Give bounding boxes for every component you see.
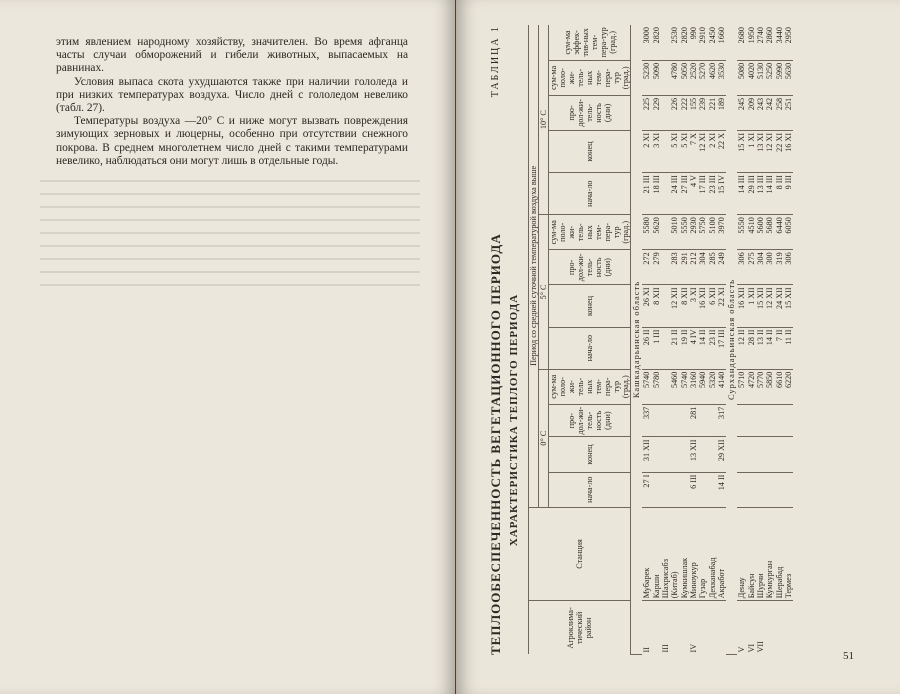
sum-eff-header: сум-ма эффек-тив-ных тем-пера-тур (град.)	[549, 25, 631, 60]
t0-cell	[765, 472, 774, 507]
station-cell: Байсун	[747, 507, 756, 601]
t5-cell: 5550	[679, 215, 688, 250]
t0-cell	[756, 472, 765, 507]
t5-cell: 8 XII	[679, 285, 688, 327]
t0-cell	[747, 437, 756, 472]
t5-cell	[661, 285, 670, 327]
zone-cell	[679, 601, 688, 655]
table-title: ХАРАКТЕРИСТИКА ТЕПЛОГО ПЕРИОДА	[508, 293, 520, 547]
t0-cell	[737, 404, 746, 437]
station-cell: Термез	[784, 507, 793, 601]
station-cell: Кумкурган	[765, 507, 774, 601]
t10-cell: 16 XI	[784, 130, 793, 172]
t10-cell: 2450	[707, 25, 716, 60]
t0-cell: 5780	[652, 369, 661, 404]
zone-cell	[774, 601, 783, 655]
duration-header: про-дол-жи-тель-ность (дни)	[549, 404, 631, 437]
sum-header: сум-ма поло-жи-тель-ных тем-пера-тур (град.)	[549, 60, 631, 95]
t5-cell: 15 XII	[784, 285, 793, 327]
t0-cell	[679, 472, 688, 507]
t0-cell	[652, 472, 661, 507]
table-row	[774, 25, 783, 655]
t5-cell: 3970	[717, 215, 726, 250]
t5-cell: 249	[717, 250, 726, 285]
t10-header: 10° С	[539, 25, 549, 215]
t0-cell	[698, 472, 707, 507]
t5-cell: 11 II	[784, 327, 793, 369]
t10-cell: 18 III	[652, 173, 661, 215]
table-row	[698, 25, 707, 655]
t0-cell	[652, 437, 661, 472]
t5-cell: 5550	[737, 215, 746, 250]
t10-cell: 8 III	[774, 173, 783, 215]
end-header: конец	[549, 285, 631, 327]
t10-cell: 2860	[765, 25, 774, 60]
t10-cell	[661, 60, 670, 95]
t10-cell: 4780	[670, 60, 679, 95]
t10-cell	[661, 25, 670, 60]
t0-cell	[774, 472, 783, 507]
t5-cell: 272	[642, 250, 651, 285]
t10-cell: 5250	[765, 60, 774, 95]
table-row	[679, 25, 688, 655]
t10-cell: 21 III	[642, 173, 651, 215]
t10-cell: 5270	[698, 60, 707, 95]
section-title-text: ТЕПЛООБЕСПЕЧЕННОСТЬ ВЕГЕТАЦИОННОГО ПЕРИОДА	[488, 233, 503, 655]
t10-cell: 5050	[679, 60, 688, 95]
table-row	[707, 25, 716, 655]
t10-cell: 4 V	[689, 173, 698, 215]
t0-cell	[670, 404, 679, 437]
table-row	[765, 25, 774, 655]
start-header: нача-ло	[549, 173, 631, 215]
t10-cell: 5630	[784, 60, 793, 95]
t5-cell: 6050	[784, 215, 793, 250]
t10-cell: 4620	[707, 60, 716, 95]
t10-cell: 222	[679, 95, 688, 130]
t5-cell: 283	[670, 250, 679, 285]
t5-cell: 1 III	[652, 327, 661, 369]
sum-header: сум-ма поло-жи-тель-ных тем-пера-тур (град.)	[549, 369, 631, 404]
t5-cell: 28 II	[747, 327, 756, 369]
t10-cell: 2910	[698, 25, 707, 60]
t10-cell: 226	[670, 95, 679, 130]
t5-cell: 279	[652, 250, 661, 285]
station-header: Станция	[529, 507, 631, 601]
table-row	[642, 25, 651, 655]
t5-cell	[661, 215, 670, 250]
zone-cell	[765, 601, 774, 655]
start-header: нача-ло	[549, 472, 631, 507]
t10-cell: 5 XI	[679, 130, 688, 172]
t5-cell: 13 II	[756, 327, 765, 369]
t10-cell: 5990	[774, 60, 783, 95]
t5-cell: 12 XII	[765, 285, 774, 327]
t5-cell: 8 XII	[652, 285, 661, 327]
t10-cell: 155	[689, 95, 698, 130]
station-cell: Мубарек	[642, 507, 651, 601]
t10-cell: 2820	[652, 25, 661, 60]
t10-cell: 2740	[756, 25, 765, 60]
t10-cell: 14 III	[737, 173, 746, 215]
t10-cell	[661, 95, 670, 130]
t10-cell: 2 XI	[642, 130, 651, 172]
t0-cell: 5320	[707, 369, 716, 404]
duration-header: про-дол-жи-тель-ность (дни)	[549, 95, 631, 130]
t0-cell: 5940	[698, 369, 707, 404]
t0-cell: 4140	[717, 369, 726, 404]
t10-cell: 5130	[756, 60, 765, 95]
t0-cell	[747, 472, 756, 507]
t0-cell	[661, 404, 670, 437]
t10-cell: 7 X	[689, 130, 698, 172]
t5-cell: 21 II	[670, 327, 679, 369]
duration-header: про-дол-жи-тель-ность (дни)	[549, 250, 631, 285]
table-body	[631, 25, 794, 655]
t0-cell	[652, 404, 661, 437]
t10-cell	[661, 130, 670, 172]
zone-cell	[670, 601, 679, 655]
t0-cell	[670, 472, 679, 507]
t0-cell: 5710	[737, 369, 746, 404]
t10-cell: 24 III	[670, 173, 679, 215]
t10-cell: 189	[717, 95, 726, 130]
paragraph: Условия выпаса скота ухудшаются также при наличии гололеда и при низких температурах воздуха. Число дней с гололедом невелико (табл. 27).	[56, 75, 408, 115]
t5-cell: 14 II	[765, 327, 774, 369]
paragraph: Температуры воздуха —20° С и ниже могут вызвать повреждения зимующих зерновых и люцерны, особенно при отсутствии снежного покрова. В среднем многолетнем число дней с такими температурами невелико, наблюдаться они могут лишь в отдельные годы.	[56, 115, 408, 167]
zone-cell: II	[642, 647, 652, 653]
station-cell: Карши	[652, 507, 661, 601]
t5-cell: 4 IV	[689, 327, 698, 369]
zone-cell	[707, 601, 716, 655]
t0-cell	[747, 404, 756, 437]
t5-cell: 19 II	[679, 327, 688, 369]
t5-cell: 6 XII	[707, 285, 716, 327]
t10-cell: 242	[765, 95, 774, 130]
t5-cell: 6440	[774, 215, 783, 250]
t5-cell: 275	[747, 250, 756, 285]
t5-cell: 5100	[707, 215, 716, 250]
t0-cell: 281	[689, 404, 698, 437]
t10-cell	[661, 173, 670, 215]
t10-cell: 229	[652, 95, 661, 130]
t0-cell	[756, 437, 765, 472]
station-cell: Кумкишлак	[679, 507, 688, 601]
page-number: 51	[843, 650, 854, 662]
t10-cell: 1950	[747, 25, 756, 60]
t0-cell: 5850	[765, 369, 774, 404]
t10-cell: 245	[737, 95, 746, 130]
rotated-table-block	[488, 25, 868, 655]
t10-cell: 2 XI	[707, 130, 716, 172]
station-cell: Дехканабад	[707, 507, 716, 601]
t10-cell: 27 III	[679, 173, 688, 215]
t10-cell: 221	[707, 95, 716, 130]
t0-cell	[707, 404, 716, 437]
t0-cell	[765, 404, 774, 437]
t10-cell: 3 XI	[652, 130, 661, 172]
t0-header: 0° С	[539, 369, 549, 507]
t10-cell: 29 III	[747, 173, 756, 215]
climate-table	[528, 25, 793, 655]
t5-cell: 319	[774, 250, 783, 285]
t10-cell: 2530	[670, 25, 679, 60]
t10-cell: 225	[642, 95, 651, 130]
t5-cell: 291	[679, 250, 688, 285]
t0-cell	[661, 437, 670, 472]
t5-cell: 16 XII	[698, 285, 707, 327]
table-row	[747, 25, 756, 655]
t5-cell: 5600	[756, 215, 765, 250]
t5-cell: 15 XII	[756, 285, 765, 327]
t0-cell	[784, 404, 793, 437]
t0-cell: 5740	[642, 369, 651, 404]
t10-cell: 22 X	[717, 130, 726, 172]
t10-cell: 4020	[747, 60, 756, 95]
show-through-texture	[40, 180, 420, 290]
t0-cell	[756, 404, 765, 437]
t0-cell: 14 II	[717, 472, 726, 507]
t5-cell: 16 XII	[737, 285, 746, 327]
t10-cell: 2950	[784, 25, 793, 60]
end-header: конец	[549, 130, 631, 172]
t5-cell: 14 II	[698, 327, 707, 369]
t5-cell: 22 XI	[717, 285, 726, 327]
t5-cell: 23 II	[707, 327, 716, 369]
t5-cell: 5750	[698, 215, 707, 250]
paragraph: этим явлением народному хозяйству, значителен. Во время афганца часты случаи обморожений и гибели животных, выпасаемых на равнинах.	[56, 36, 408, 75]
t5-cell: 26 XI	[642, 285, 651, 327]
t0-cell: 5460	[670, 369, 679, 404]
t10-cell: 209	[747, 95, 756, 130]
t10-cell: 2820	[679, 25, 688, 60]
t10-cell: 2680	[737, 25, 746, 60]
t5-cell: 26 II	[642, 327, 651, 369]
t5-cell: 5580	[642, 215, 651, 250]
t10-cell: 239	[698, 95, 707, 130]
table-row	[756, 25, 765, 655]
t0-cell	[698, 404, 707, 437]
t10-cell: 12 XI	[765, 130, 774, 172]
t10-cell: 990	[689, 25, 698, 60]
t0-cell: 29 XII	[717, 437, 726, 472]
end-header: конец	[549, 437, 631, 472]
region-title: Сурхандарьинская область	[726, 25, 737, 655]
t10-cell: 1660	[717, 25, 726, 60]
station-cell: Денау	[737, 507, 746, 601]
t5-cell: 4510	[747, 215, 756, 250]
t10-cell: 243	[756, 95, 765, 130]
t10-cell: 15 XI	[737, 130, 746, 172]
t10-cell: 9 III	[784, 173, 793, 215]
zone-cell	[784, 601, 793, 655]
t0-cell	[737, 437, 746, 472]
t0-cell	[679, 437, 688, 472]
t0-cell	[737, 472, 746, 507]
t5-header: 5° С	[539, 215, 549, 369]
t0-cell	[670, 437, 679, 472]
t10-cell: 258	[774, 95, 783, 130]
zone-cell: V	[737, 646, 747, 653]
t0-cell	[679, 404, 688, 437]
table-label: ТАБЛИЦА 1	[490, 25, 501, 98]
t5-cell: 306	[737, 250, 746, 285]
station-cell: Акработ	[717, 507, 726, 601]
t0-cell: 6 III	[689, 472, 698, 507]
zone-header: Агроклима-тический район	[529, 601, 631, 655]
table-row	[717, 25, 726, 655]
t0-cell	[661, 472, 670, 507]
t10-cell: 14 III	[765, 173, 774, 215]
table-row	[737, 25, 746, 655]
t5-cell: 5620	[652, 215, 661, 250]
zone-cell	[652, 601, 661, 655]
t0-cell: 6610	[774, 369, 783, 404]
zone-cell	[698, 601, 707, 655]
zone-cell: III	[661, 644, 671, 653]
table-row	[670, 25, 679, 655]
t5-cell: 212	[689, 250, 698, 285]
t10-cell: 5230	[642, 60, 651, 95]
t10-cell: 22 XI	[774, 130, 783, 172]
t0-cell: 4720	[747, 369, 756, 404]
t0-cell: 31 XII	[642, 437, 651, 472]
t10-cell: 13 III	[756, 173, 765, 215]
t5-cell	[661, 250, 670, 285]
zone-cell: VI	[746, 643, 756, 653]
t0-cell	[765, 437, 774, 472]
t5-cell: 304	[698, 250, 707, 285]
zone-cell	[717, 601, 726, 655]
t5-cell: 304	[756, 250, 765, 285]
station-cell: Шахрисабз	[661, 507, 670, 601]
zone-cell: VII	[756, 641, 765, 653]
t5-cell: 300	[765, 250, 774, 285]
t0-cell	[661, 369, 670, 404]
t5-cell	[661, 327, 670, 369]
t5-cell: 7 II	[774, 327, 783, 369]
t10-cell: 12 XI	[698, 130, 707, 172]
start-header: нача-ло	[549, 327, 631, 369]
t0-cell: 27 I	[642, 472, 651, 507]
t5-cell: 5680	[765, 215, 774, 250]
t5-cell: 306	[784, 250, 793, 285]
t5-cell: 1 XII	[747, 285, 756, 327]
station-cell: Шерабад	[774, 507, 783, 601]
t0-cell: 317	[717, 404, 726, 437]
t0-cell: 5770	[756, 369, 765, 404]
t10-cell: 3530	[717, 60, 726, 95]
t10-cell: 251	[784, 95, 793, 130]
t0-cell	[784, 437, 793, 472]
t0-cell	[707, 472, 716, 507]
t5-cell: 3 XI	[689, 285, 698, 327]
t10-cell: 2520	[689, 60, 698, 95]
table-row	[661, 25, 670, 655]
station-cell: (Китаб)	[670, 507, 679, 601]
t10-cell: 17 III	[698, 173, 707, 215]
t10-cell: 5 XI	[670, 130, 679, 172]
t5-cell: 2930	[689, 215, 698, 250]
sum-header: сум-ма поло-жи-тель-ных тем-пера-тур (град.)	[549, 215, 631, 250]
section-title	[488, 25, 504, 655]
station-cell: Миноукур	[689, 507, 698, 601]
t0-cell	[774, 404, 783, 437]
t10-cell: 15 IV	[717, 173, 726, 215]
t10-cell: 5080	[737, 60, 746, 95]
t5-cell: 12 XII	[670, 285, 679, 327]
t5-cell: 17 III	[717, 327, 726, 369]
table-row	[784, 25, 793, 655]
zone-cell: IV	[688, 643, 698, 653]
t0-cell	[774, 437, 783, 472]
table-row	[652, 25, 661, 655]
t0-cell: 5740	[679, 369, 688, 404]
t10-cell: 1 XI	[747, 130, 756, 172]
period-header: Период со средней суточной температурой воздуха выше	[529, 25, 539, 507]
t0-cell: 3160	[689, 369, 698, 404]
region-title: Кашкадарьинская область	[631, 25, 643, 655]
t10-cell: 13 XI	[756, 130, 765, 172]
t0-cell: 337	[642, 404, 651, 437]
t0-cell	[707, 437, 716, 472]
station-cell: Гузар	[698, 507, 707, 601]
t5-cell: 5010	[670, 215, 679, 250]
t10-cell: 23 III	[707, 173, 716, 215]
t5-cell: 285	[707, 250, 716, 285]
t5-cell: 24 XII	[774, 285, 783, 327]
table-row	[689, 25, 698, 655]
t0-cell	[784, 472, 793, 507]
station-cell: Шурчи	[756, 507, 765, 601]
t0-cell: 13 XII	[689, 437, 698, 472]
t0-cell: 6220	[784, 369, 793, 404]
t10-cell: 3000	[642, 25, 651, 60]
left-page-text	[56, 36, 408, 168]
t0-cell	[698, 437, 707, 472]
t5-cell: 12 II	[737, 327, 746, 369]
t10-cell: 3440	[774, 25, 783, 60]
t10-cell: 5090	[652, 60, 661, 95]
